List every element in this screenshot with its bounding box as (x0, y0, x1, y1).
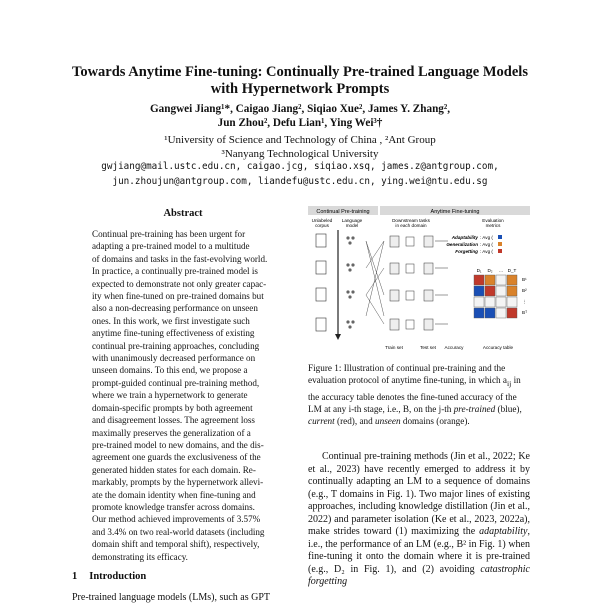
test-set-docs (424, 236, 433, 330)
abstract-line: prompt-guided continual pre-training method, (92, 377, 260, 388)
col-dots: ... (499, 268, 503, 273)
title-line-2: with Hypernetwork Prompts (210, 81, 390, 97)
abstract-line: also a non-decreasing performance on unseen (92, 303, 258, 314)
abstract-line: and disagreement losses. The agreement loss (92, 415, 255, 426)
accuracy-cell (496, 286, 506, 296)
right-text-part-1: Continual pre-training methods (Jin et al., 2022; Ke et al., 2023) have recently emerged to address it by continually adapting an LM to a sequence of domains (e.g., T domains in Fig. 1). Two major lines of existing approaches, including knowledge distillation (Jin et al., 2022) and parameter isolation (Ke et al., 2023, 2022a), make strides toward (1) maximizing the (308, 451, 530, 537)
metric-orange-swatch (498, 242, 502, 246)
section-title: Introduction (89, 571, 147, 582)
label-test-set: Test set (420, 345, 436, 350)
train-set-docs (390, 236, 399, 330)
abstract-line: domain-specific prompts by both agreement (92, 402, 253, 413)
lm-node-1a (346, 236, 349, 239)
accuracy-cell (485, 308, 495, 318)
accuracy-cell (507, 308, 517, 318)
accuracy-cell (507, 275, 517, 285)
accuracy-cell (474, 297, 484, 307)
accuracy-cell (485, 275, 495, 285)
label-language: Language (341, 218, 363, 223)
lm-node-3c (348, 295, 351, 298)
finetuned-models (406, 237, 414, 329)
arrows-to-accuracy (435, 241, 448, 324)
abstract-line: with unanimously decreased performance on (92, 353, 256, 364)
lm-node-4c (348, 325, 351, 328)
metric-forgetting: Forgetting (455, 249, 478, 254)
caption-unseen: unseen (375, 416, 401, 427)
email-line-2: jun.zhoujun@antgroup.com, liandefu@ustc.edu.cn, ying.wei@ntu.edu.sg (112, 175, 488, 187)
row-label-b2: B² (522, 288, 527, 293)
abstract-line: continual pre-training approaches, concluding (92, 340, 260, 351)
accuracy-cell (496, 308, 506, 318)
accuracy-grid (474, 275, 517, 318)
accuracy-cell (474, 275, 484, 285)
abstract-line: Continual pre-training has been urgent for (92, 229, 246, 239)
label-evaluation: Evaluation (482, 218, 504, 223)
affil-line-2: ³Nanyang Technological University (221, 148, 379, 160)
caption-current: current (308, 416, 335, 427)
abstract-line: ones. In this work, we first investigate such (92, 315, 250, 326)
abstract-line: anytime fine-tuning effectiveness of existing (92, 328, 255, 339)
abstract-line: promote knowledge transfer across domains. (92, 501, 255, 512)
label-anytime-finetuning: Anytime Fine-tuning (430, 208, 480, 215)
metric-generalization: Generalization (446, 242, 478, 247)
section-number: 1 (72, 571, 78, 582)
accuracy-cell (485, 297, 495, 307)
abstract-line: In practice, a continually pre-trained model is (92, 266, 258, 277)
abstract-line: ate the domain identity when fine-tuning and (92, 489, 256, 500)
accuracy-table (474, 268, 527, 318)
metric-generalization-avg: : Avg ( (480, 242, 493, 247)
author-emails (0, 160, 600, 189)
title-line-1: Towards Anytime Fine-tuning: Continually Pre-trained Language Models (72, 64, 528, 80)
section-heading-introduction (72, 571, 146, 582)
label-accuracy: Accuracy (444, 345, 464, 350)
caption-blue: (blue), (495, 404, 522, 415)
lm-node-4b (351, 320, 354, 323)
abstract-line: and 3.4% on two real-world datasets (including (92, 526, 265, 537)
introduction-first-line: Pre-trained language models (LMs), such as GPT (72, 592, 271, 603)
label-unlabeled: Unlabeled (311, 218, 333, 223)
corpus-documents (316, 234, 326, 331)
col-d2: D₂ (487, 268, 493, 273)
introduction-right-column (308, 451, 530, 589)
lm-node-1c (348, 241, 351, 244)
abstract-line: domain shift and temporal shift), respectively, (92, 539, 260, 550)
lm-node-3a (346, 290, 349, 293)
caption-subscript: ij (507, 379, 512, 389)
label-train-set: Train set (385, 345, 403, 350)
abstract-line: demonstrating its efficacy. (92, 551, 188, 562)
accuracy-cell (474, 308, 484, 318)
label-corpus: corpus (315, 223, 329, 228)
abstract-line: where we train a hypernetwork to generate (92, 390, 248, 401)
caption-pretrained: pre-trained (453, 404, 496, 415)
corpus-doc-2 (316, 261, 326, 274)
caption-mid: in the accuracy table denotes the fine-tuned accuracy of the LM at any i-th stage, i.e., B (308, 375, 521, 415)
metric-adaptability-avg: : Avg ( (480, 235, 493, 240)
accuracy-cell (507, 286, 517, 296)
col-d1: D₁ (476, 268, 482, 273)
label-downstream: Downstream tasks (392, 218, 430, 223)
abstract-line: maximally preserves the generalization of a (92, 427, 251, 438)
abstract-line: expected to demonstrate not only greater capac- (92, 278, 267, 289)
right-text-part-2: , i.e., the performance of an LM (e.g., B² in Fig. 1) when fine-tuning it onto the domain where it is pre-trained (e.g., D₂ in Fig. 1), and (2) avoiding (308, 526, 530, 575)
metric-forgetting-avg: : Avg ( (480, 249, 493, 254)
row-label-b1: B¹ (522, 277, 527, 282)
row-label-dots: ⋮ (522, 299, 527, 304)
lm-node-2c (348, 268, 351, 271)
label-metrics: metrics (485, 223, 501, 228)
metric-blue-swatch (498, 235, 502, 239)
authors-line-2: Jun Zhou², Defu Lian¹, Ying Wei³† (217, 117, 383, 129)
lm-node-2a (346, 263, 349, 266)
label-in-each-domain: in each domain (395, 223, 427, 228)
label-model: model (345, 223, 359, 228)
right-text-catastrophic: catastrophic forgetting (308, 563, 530, 587)
abstract-line: markably, prompts by the hypernetwork allevi- (92, 477, 264, 488)
row-label-bt: Bᵀ (522, 310, 528, 315)
affil-line-1: ¹University of Science and Technology of China , ²Ant Group (164, 134, 436, 146)
paper-title (0, 64, 600, 98)
crossing-connections (366, 241, 384, 324)
label-accuracy-table: Accuracy table (482, 345, 514, 350)
corpus-doc-3 (316, 288, 326, 301)
accuracy-cell (474, 286, 484, 296)
abstract-line: generated hidden states for each domain. Re- (92, 464, 256, 475)
stage-arrow-head (335, 334, 341, 340)
label-continual-pretraining: Continual Pre-training (316, 208, 370, 215)
abstract-body (92, 228, 292, 563)
lm-node-4a (346, 320, 349, 323)
corpus-doc-1 (316, 234, 326, 247)
abstract-line: unseen domains. To this end, we propose a (92, 365, 248, 376)
metric-adaptability: Adaptability (451, 235, 478, 240)
abstract-line: Our method achieved improvements of 3.57% (92, 514, 261, 525)
abstract-line: pre-trained model to new domains, and the dis- (92, 439, 264, 450)
caption-prefix: Figure 1: Illustration of continual pre-training and the evaluation protocol of anytime fine-tuning, in which a (308, 363, 508, 386)
accuracy-cell (496, 297, 506, 307)
abstract-line: agreement one guards the exclusiveness of the (92, 452, 261, 463)
lm-node-2b (351, 263, 354, 266)
abstract-heading: Abstract (163, 208, 203, 219)
caption-red: (red), and (334, 416, 376, 427)
caption-mid2: , on the j-th (409, 404, 454, 415)
corpus-doc-4 (316, 318, 326, 331)
lm-node-1b (351, 236, 354, 239)
right-text-adaptability: adaptability (479, 526, 528, 537)
figure-1-caption (308, 362, 530, 428)
caption-orange: domains (orange). (400, 416, 470, 427)
authors-line-1: Gangwei Jiang¹*, Caigao Jiang², Siqiao Xue², James Y. Zhang², (149, 103, 451, 115)
affiliations (0, 133, 600, 161)
lm-node-3b (351, 290, 354, 293)
abstract-line: of domains and tasks in the fast-evolving world. (92, 253, 268, 264)
metric-red-swatch (498, 249, 502, 253)
language-model-nodes (346, 236, 354, 328)
email-line-1: gwjiang@mail.ustc.edu.cn, caigao.jcg, siqiao.xsq, james.z@antgroup.com, (101, 161, 499, 172)
abstract-line: ity when fine-tuned on pre-trained domains but (92, 291, 264, 302)
figure-1-diagram (308, 206, 530, 354)
abstract-line: adapting a pre-trained model to a multitude (92, 241, 250, 252)
col-dt: D_T (507, 268, 517, 273)
author-list (0, 102, 600, 130)
accuracy-cell (496, 275, 506, 285)
accuracy-cell (507, 297, 517, 307)
accuracy-cell (485, 286, 495, 296)
